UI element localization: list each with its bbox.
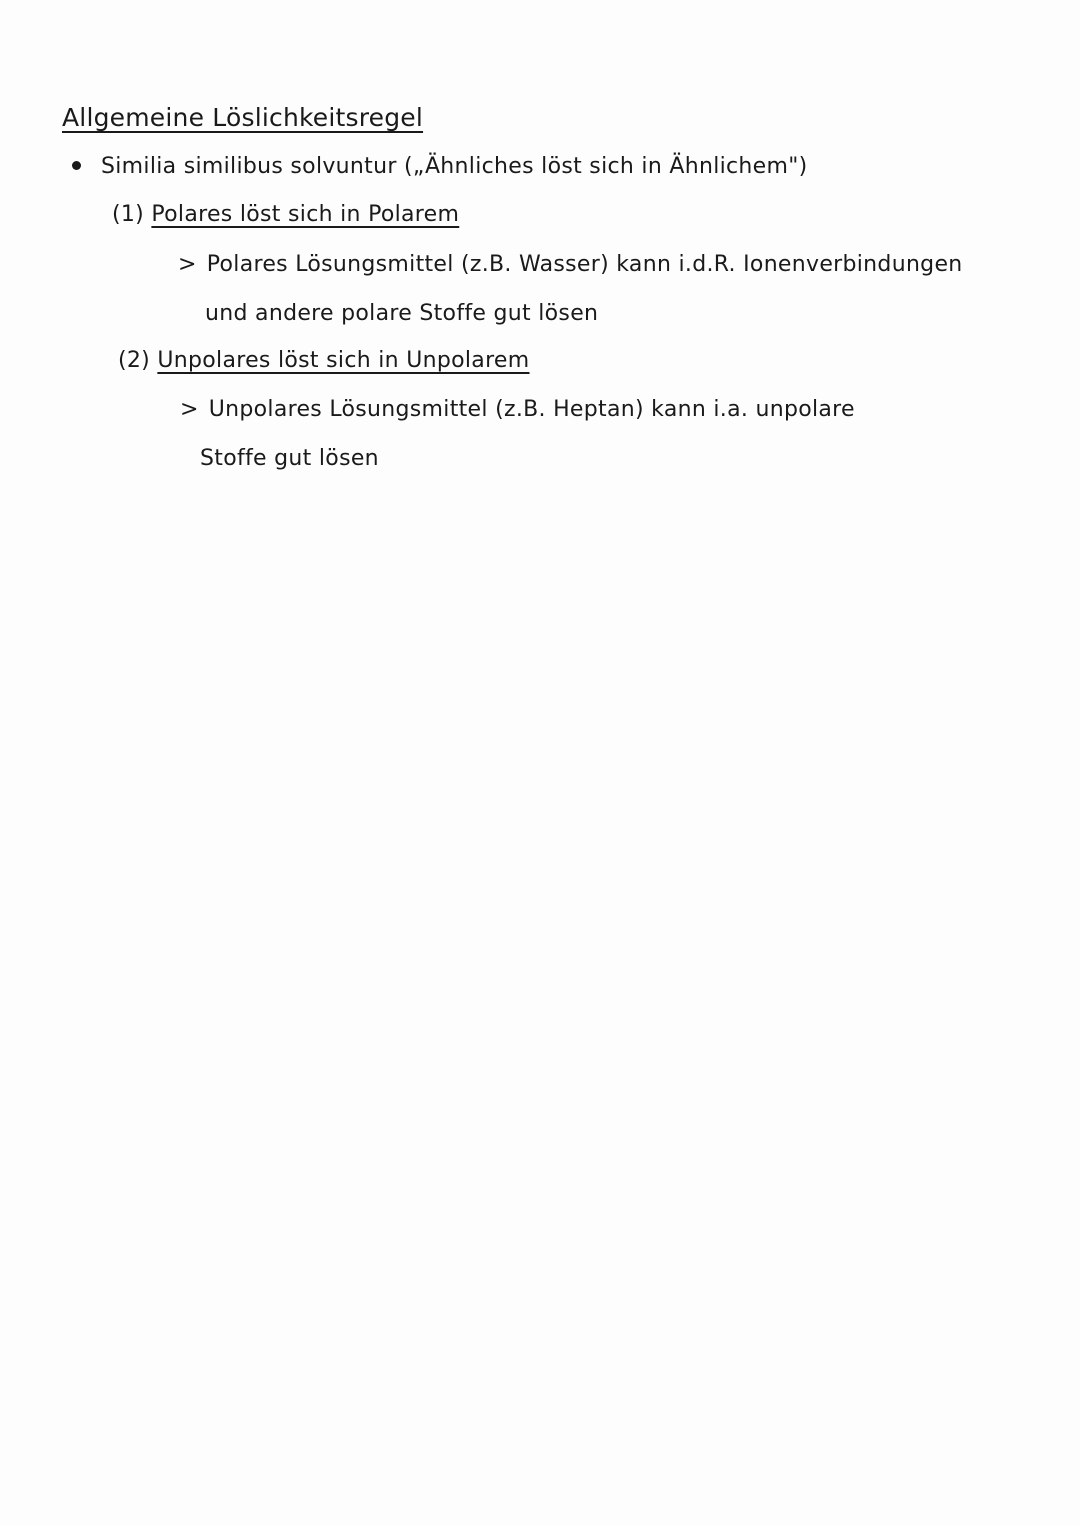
rule-2-text-1: Unpolares Lösungsmittel (z.B. Heptan) kann i.a. unpolare: [208, 397, 855, 422]
rule-1-text-1: Polares Lösungsmittel (z.B. Wasser) kann i.d.R. Ionenverbindungen: [206, 252, 963, 277]
arrow-right-icon: >: [178, 252, 197, 277]
rule-2-detail-line-2: Stoffe gut lösen: [200, 446, 379, 471]
rule-2-heading: [118, 346, 530, 376]
rule-1-detail-line-2: und andere polare Stoffe gut lösen: [205, 301, 599, 326]
rule-2-detail-line-1: [180, 395, 855, 425]
arrow-right-icon: >: [180, 397, 199, 422]
rule-2-number: (2): [118, 348, 151, 373]
bullet-dot-icon: [72, 161, 81, 170]
page-title: Allgemeine Löslichkeitsregel: [62, 103, 424, 132]
rule-1-title: Polares löst sich in Polarem: [151, 202, 460, 227]
rule-1-heading: [112, 200, 459, 230]
rule-1-detail-line-1: [178, 250, 963, 280]
rule-1-number: (1): [112, 202, 145, 227]
bullet-text: Similia similibus solvuntur („Ähnliches löst sich in Ähnlichem"): [101, 154, 808, 179]
bullet-item: [72, 152, 808, 182]
rule-2-title: Unpolares löst sich in Unpolarem: [157, 348, 530, 373]
